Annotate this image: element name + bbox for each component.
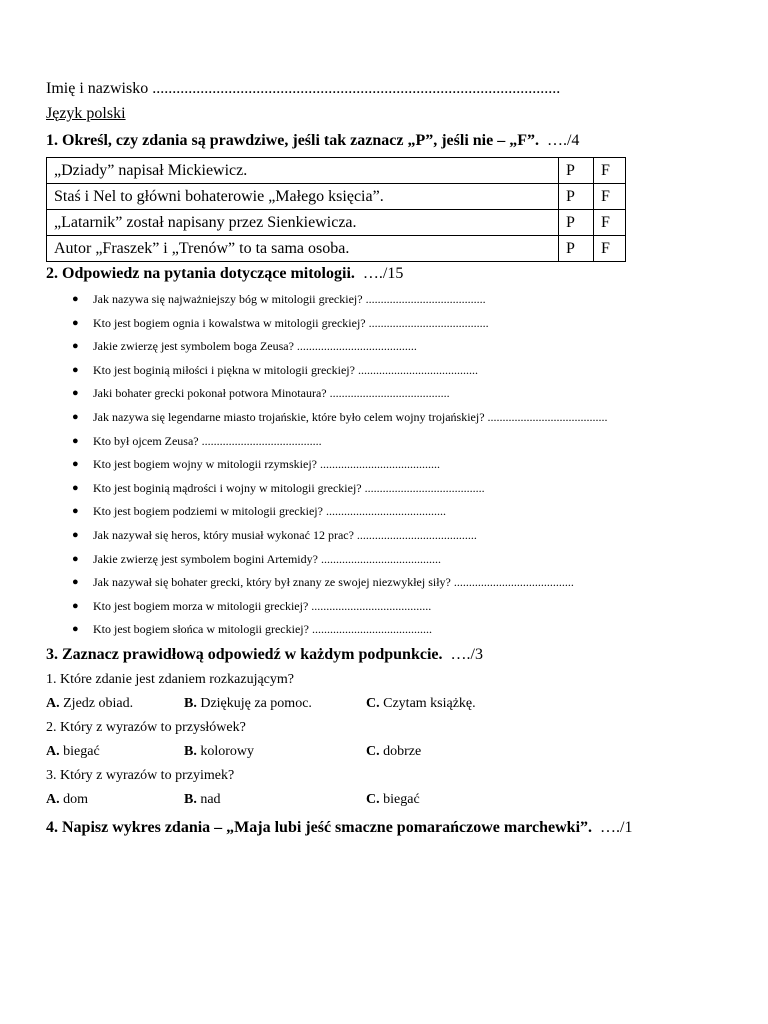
task3-points: …./3: [450, 646, 483, 663]
mythology-question-list: [46, 289, 608, 643]
option-a[interactable]: A. Zjedz obiad.: [46, 696, 134, 711]
true-false-table: [46, 157, 626, 262]
option-c[interactable]: C. biegać: [366, 792, 420, 807]
question-text: Jakie zwierzę jest symbolem boga Zeusa? ........................................: [93, 339, 417, 354]
question-text: Kto jest bogiem ognia i kowalstwa w mitologii greckiej? ........................................: [93, 315, 489, 330]
list-item: [46, 619, 608, 643]
bullet-icon: ●: [72, 528, 79, 541]
question-text: Jak nazywa się legendarne miasto trojańskie, które było celem wojny trojańskiej? ........................................: [93, 409, 608, 424]
question-text: Jak nazywał się bohater grecki, który był znany ze swojej niezwykłej siły? ........................................: [93, 575, 574, 590]
list-item: [46, 572, 608, 596]
true-option-cell[interactable]: P: [559, 184, 594, 210]
question-text: Kto jest boginią mądrości i wojny w mitologii greckiej? ........................................: [93, 480, 485, 495]
list-item: [46, 313, 608, 337]
question-text: Kto jest bogiem podziemi w mitologii greckiej? ........................................: [93, 504, 446, 519]
list-item: [46, 360, 608, 384]
bullet-icon: ●: [72, 623, 79, 636]
task4-heading: [46, 819, 632, 837]
task2-title: 2. Odpowiedz na pytania dotyczące mitologii.: [46, 265, 355, 282]
bullet-icon: ●: [72, 387, 79, 400]
task3-heading: [46, 646, 483, 664]
task3-title: 3. Zaznacz prawidłową odpowiedź w każdym podpunkcie.: [46, 646, 443, 663]
name-field-line: Imię i nazwisko ......................................................................................................: [46, 80, 561, 97]
table-row: [47, 236, 626, 262]
false-option-cell[interactable]: F: [594, 158, 626, 184]
mc-question: 2. Który z wyrazów to przysłówek?: [46, 720, 246, 735]
bullet-icon: ●: [72, 316, 79, 329]
question-text: Jakie zwierzę jest symbolem bogini Artemidy? ........................................: [93, 551, 441, 566]
bullet-icon: ●: [72, 410, 79, 423]
bullet-icon: ●: [72, 576, 79, 589]
task2-heading: [46, 265, 403, 283]
option-a[interactable]: A. biegać: [46, 744, 100, 759]
table-row: [47, 158, 626, 184]
mc-question: 1. Które zdanie jest zdaniem rozkazującym?: [46, 672, 294, 687]
statement-cell: „Dziady” napisał Mickiewicz.: [47, 158, 559, 184]
question-text: Jaki bohater grecki pokonał potwora Minotaura? ........................................: [93, 386, 450, 401]
list-item: [46, 383, 608, 407]
true-option-cell[interactable]: P: [559, 210, 594, 236]
list-item: [46, 454, 608, 478]
task4-title: 4. Napisz wykres zdania – „Maja lubi jeść smaczne pomarańczowe marchewki”.: [46, 819, 593, 836]
list-item: [46, 407, 608, 431]
option-b[interactable]: B. Dziękuję za pomoc.: [184, 696, 312, 711]
task2-points: …./15: [362, 265, 404, 282]
option-c[interactable]: C. Czytam książkę.: [366, 696, 476, 711]
bullet-icon: ●: [72, 552, 79, 565]
list-item: [46, 549, 608, 573]
question-text: Kto jest boginią miłości i piękna w mitologii greckiej? ........................................: [93, 362, 478, 377]
list-item: [46, 525, 608, 549]
task1-heading: [46, 132, 579, 150]
table-row: [47, 184, 626, 210]
statement-cell: „Latarnik” został napisany przez Sienkiewicza.: [47, 210, 559, 236]
question-text: Jak nazywał się heros, który musiał wykonać 12 prac? ........................................: [93, 527, 477, 542]
question-text: Jak nazywa się najważniejszy bóg w mitologii greckiej? ........................................: [93, 292, 486, 306]
table-row: [47, 210, 626, 236]
task4-points: …./1: [600, 819, 633, 836]
list-item: [46, 596, 608, 620]
list-item: [46, 336, 608, 360]
bullet-icon: ●: [72, 363, 79, 376]
bullet-icon: ●: [72, 505, 79, 518]
statement-cell: Autor „Fraszek” i „Trenów” to ta sama osoba.: [47, 236, 559, 262]
bullet-icon: ●: [72, 434, 79, 447]
statement-cell: Staś i Nel to główni bohaterowie „Małego księcia”.: [47, 184, 559, 210]
option-b[interactable]: B. nad: [184, 792, 221, 807]
task1-points: …./4: [546, 132, 580, 149]
false-option-cell[interactable]: F: [594, 184, 626, 210]
bullet-icon: ●: [72, 340, 79, 353]
subject-heading: Język polski: [46, 105, 126, 122]
option-c[interactable]: C. dobrze: [366, 744, 422, 759]
question-text: Kto był ojcem Zeusa? ........................................: [93, 433, 322, 448]
question-text: Kto jest bogiem słońca w mitologii greckiej? ........................................: [93, 622, 432, 637]
false-option-cell[interactable]: F: [594, 236, 626, 262]
bullet-icon: ●: [72, 458, 79, 471]
true-option-cell[interactable]: P: [559, 236, 594, 262]
bullet-icon: ●: [72, 293, 79, 305]
question-text: Kto jest bogiem morza w mitologii greckiej? ........................................: [93, 598, 432, 613]
option-a[interactable]: A. dom: [46, 792, 89, 807]
option-b[interactable]: B. kolorowy: [184, 744, 255, 759]
question-text: Kto jest bogiem wojny w mitologii rzymskiej? ........................................: [93, 457, 440, 472]
task1-title: 1. Określ, czy zdania są prawdziwe, jeśli tak zaznacz „P”, jeśli nie – „F”.: [46, 132, 539, 149]
true-option-cell[interactable]: P: [559, 158, 594, 184]
list-item: [46, 501, 608, 525]
list-item: [46, 289, 608, 313]
bullet-icon: ●: [72, 599, 79, 612]
list-item: [46, 478, 608, 502]
bullet-icon: ●: [72, 481, 79, 494]
list-item: [46, 431, 608, 455]
false-option-cell[interactable]: F: [594, 210, 626, 236]
mc-question: 3. Który z wyrazów to przyimek?: [46, 768, 235, 783]
